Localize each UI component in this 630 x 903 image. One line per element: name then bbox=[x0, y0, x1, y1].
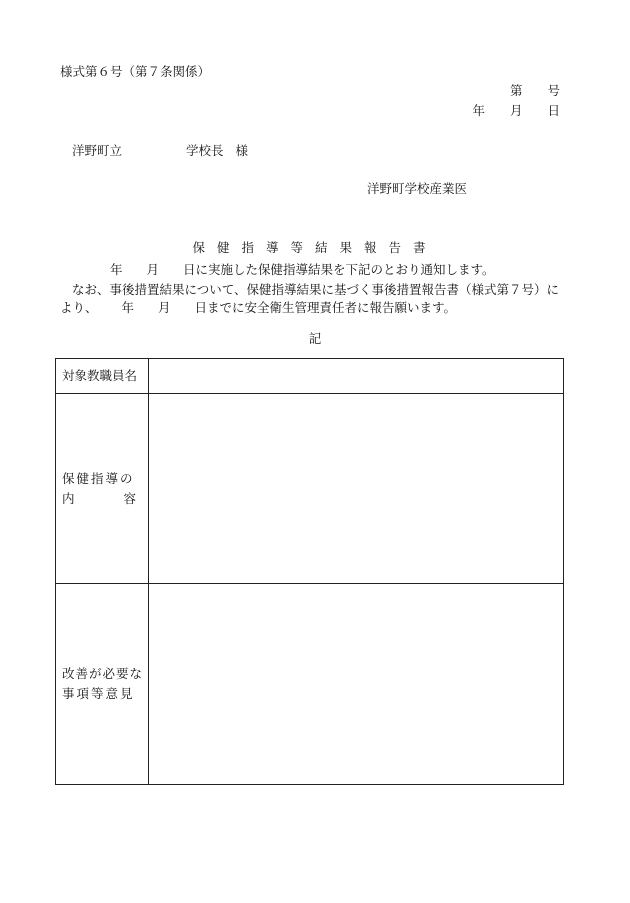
body-line-1-month: 月 bbox=[146, 262, 160, 277]
document-title: 保健指導等結果報告書 bbox=[192, 240, 438, 255]
body-line-1 bbox=[110, 262, 495, 278]
table-row-target-staff bbox=[56, 359, 564, 394]
guidance-label-you: 容 bbox=[123, 490, 138, 506]
table-row-guidance bbox=[56, 394, 564, 584]
addressee-school-head: 学校長 bbox=[186, 143, 224, 158]
body-line-3-text: 日までに安全衛生管理責任者に報告願います。 bbox=[194, 300, 457, 315]
record-table bbox=[55, 358, 564, 785]
addressee bbox=[72, 143, 248, 159]
body-line-1-text: 日に実施した保健指導結果を下記のとおり通知します。 bbox=[183, 262, 495, 277]
sender: 洋野町学校産業医 bbox=[367, 181, 468, 196]
target-staff-field[interactable] bbox=[149, 359, 564, 394]
guidance-content-label bbox=[56, 394, 149, 584]
improvement-label-line-2: 事項等意見 bbox=[62, 686, 135, 701]
ki-heading: 記 bbox=[308, 331, 322, 346]
body-line-1-year: 年 bbox=[110, 262, 123, 277]
form-number: 様式第６号（第７条関係） bbox=[60, 64, 211, 79]
target-staff-label: 対象教職員名 bbox=[56, 359, 149, 394]
document-date: 年 月 日 bbox=[472, 103, 560, 118]
improvement-label-line-1: 改善が必要な bbox=[62, 666, 144, 681]
improvement-opinion-field[interactable] bbox=[149, 584, 564, 785]
body-line-3-prefix: より、 bbox=[60, 300, 98, 315]
body-line-3 bbox=[60, 300, 456, 316]
body-line-3-year: 年 bbox=[121, 300, 135, 315]
body-line-3-month: 月 bbox=[158, 300, 171, 315]
guidance-content-field[interactable] bbox=[149, 394, 564, 584]
addressee-honorific: 様 bbox=[235, 143, 249, 158]
body-line-2: なお、事後措置結果について、保健指導結果に基づく事後措置報告書（様式第７号）に bbox=[72, 282, 560, 297]
table-row-improvement bbox=[56, 584, 564, 785]
improvement-opinion-label bbox=[56, 584, 149, 785]
guidance-label-naka: 内 bbox=[62, 490, 77, 506]
document-number: 第 号 bbox=[509, 83, 560, 98]
guidance-label-line-1: 保健指導の bbox=[62, 470, 135, 486]
addressee-town: 洋野町立 bbox=[72, 143, 123, 158]
guidance-label-line-2 bbox=[62, 489, 138, 509]
